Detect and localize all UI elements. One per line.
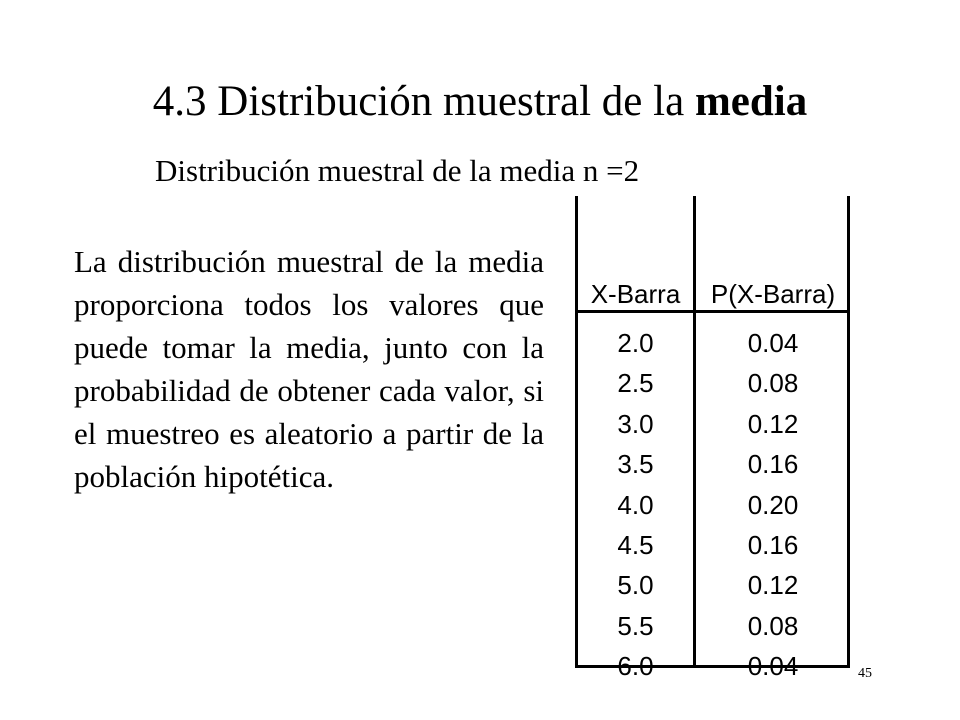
- probability-cell: 0.08: [747, 610, 799, 641]
- x-barra-cell: 6.0: [617, 651, 654, 682]
- x-barra-cell: 3.5: [617, 449, 654, 480]
- probability-cell: 0.04: [747, 651, 799, 682]
- slide-title-bold: media: [694, 78, 808, 125]
- table-row: [578, 525, 847, 565]
- table-row: [578, 606, 847, 646]
- table-row: [578, 646, 847, 686]
- header-rule: [578, 310, 847, 313]
- table-body: [578, 323, 847, 687]
- table-row: [578, 444, 847, 484]
- probability-cell: 0.12: [747, 408, 799, 439]
- probability-cell: 0.16: [747, 449, 799, 480]
- table-row: [578, 565, 847, 605]
- probability-cell: 0.04: [747, 328, 799, 358]
- distribution-table: [575, 196, 850, 682]
- probability-cell: 0.12: [747, 570, 799, 601]
- x-barra-cell: 2.0: [617, 328, 654, 358]
- slide-title-prefix: 4.3 Distribución muestral de la: [152, 78, 695, 125]
- column-header-x-barra: X-Barra: [590, 279, 681, 309]
- table-row: [578, 404, 847, 444]
- x-barra-cell: 5.0: [617, 570, 654, 601]
- probability-cell: 0.16: [747, 529, 799, 560]
- x-barra-cell: 3.0: [617, 408, 654, 439]
- table-row: [578, 485, 847, 525]
- x-barra-cell: 4.0: [617, 489, 654, 520]
- page-number: 45: [858, 666, 872, 681]
- x-barra-cell: 4.5: [617, 529, 654, 560]
- x-barra-cell: 2.5: [617, 368, 654, 399]
- slide-title: [0, 76, 960, 128]
- x-barra-cell: 5.5: [617, 610, 654, 641]
- table-row: [578, 363, 847, 403]
- table-caption: Distribución muestral de la media n =2: [155, 153, 640, 188]
- table-row: [578, 323, 847, 363]
- column-header-p-x-barra: P(X-Barra): [710, 279, 836, 309]
- probability-cell: 0.08: [747, 368, 799, 399]
- probability-cell: 0.20: [747, 489, 799, 520]
- body-paragraph: La distribución muestral de la media proporciona todos los valores que puede tomar la media, junto con la probabilidad de obtener cada valor, si el muestreo es aleatorio a partir de la población hipotética.: [74, 244, 544, 494]
